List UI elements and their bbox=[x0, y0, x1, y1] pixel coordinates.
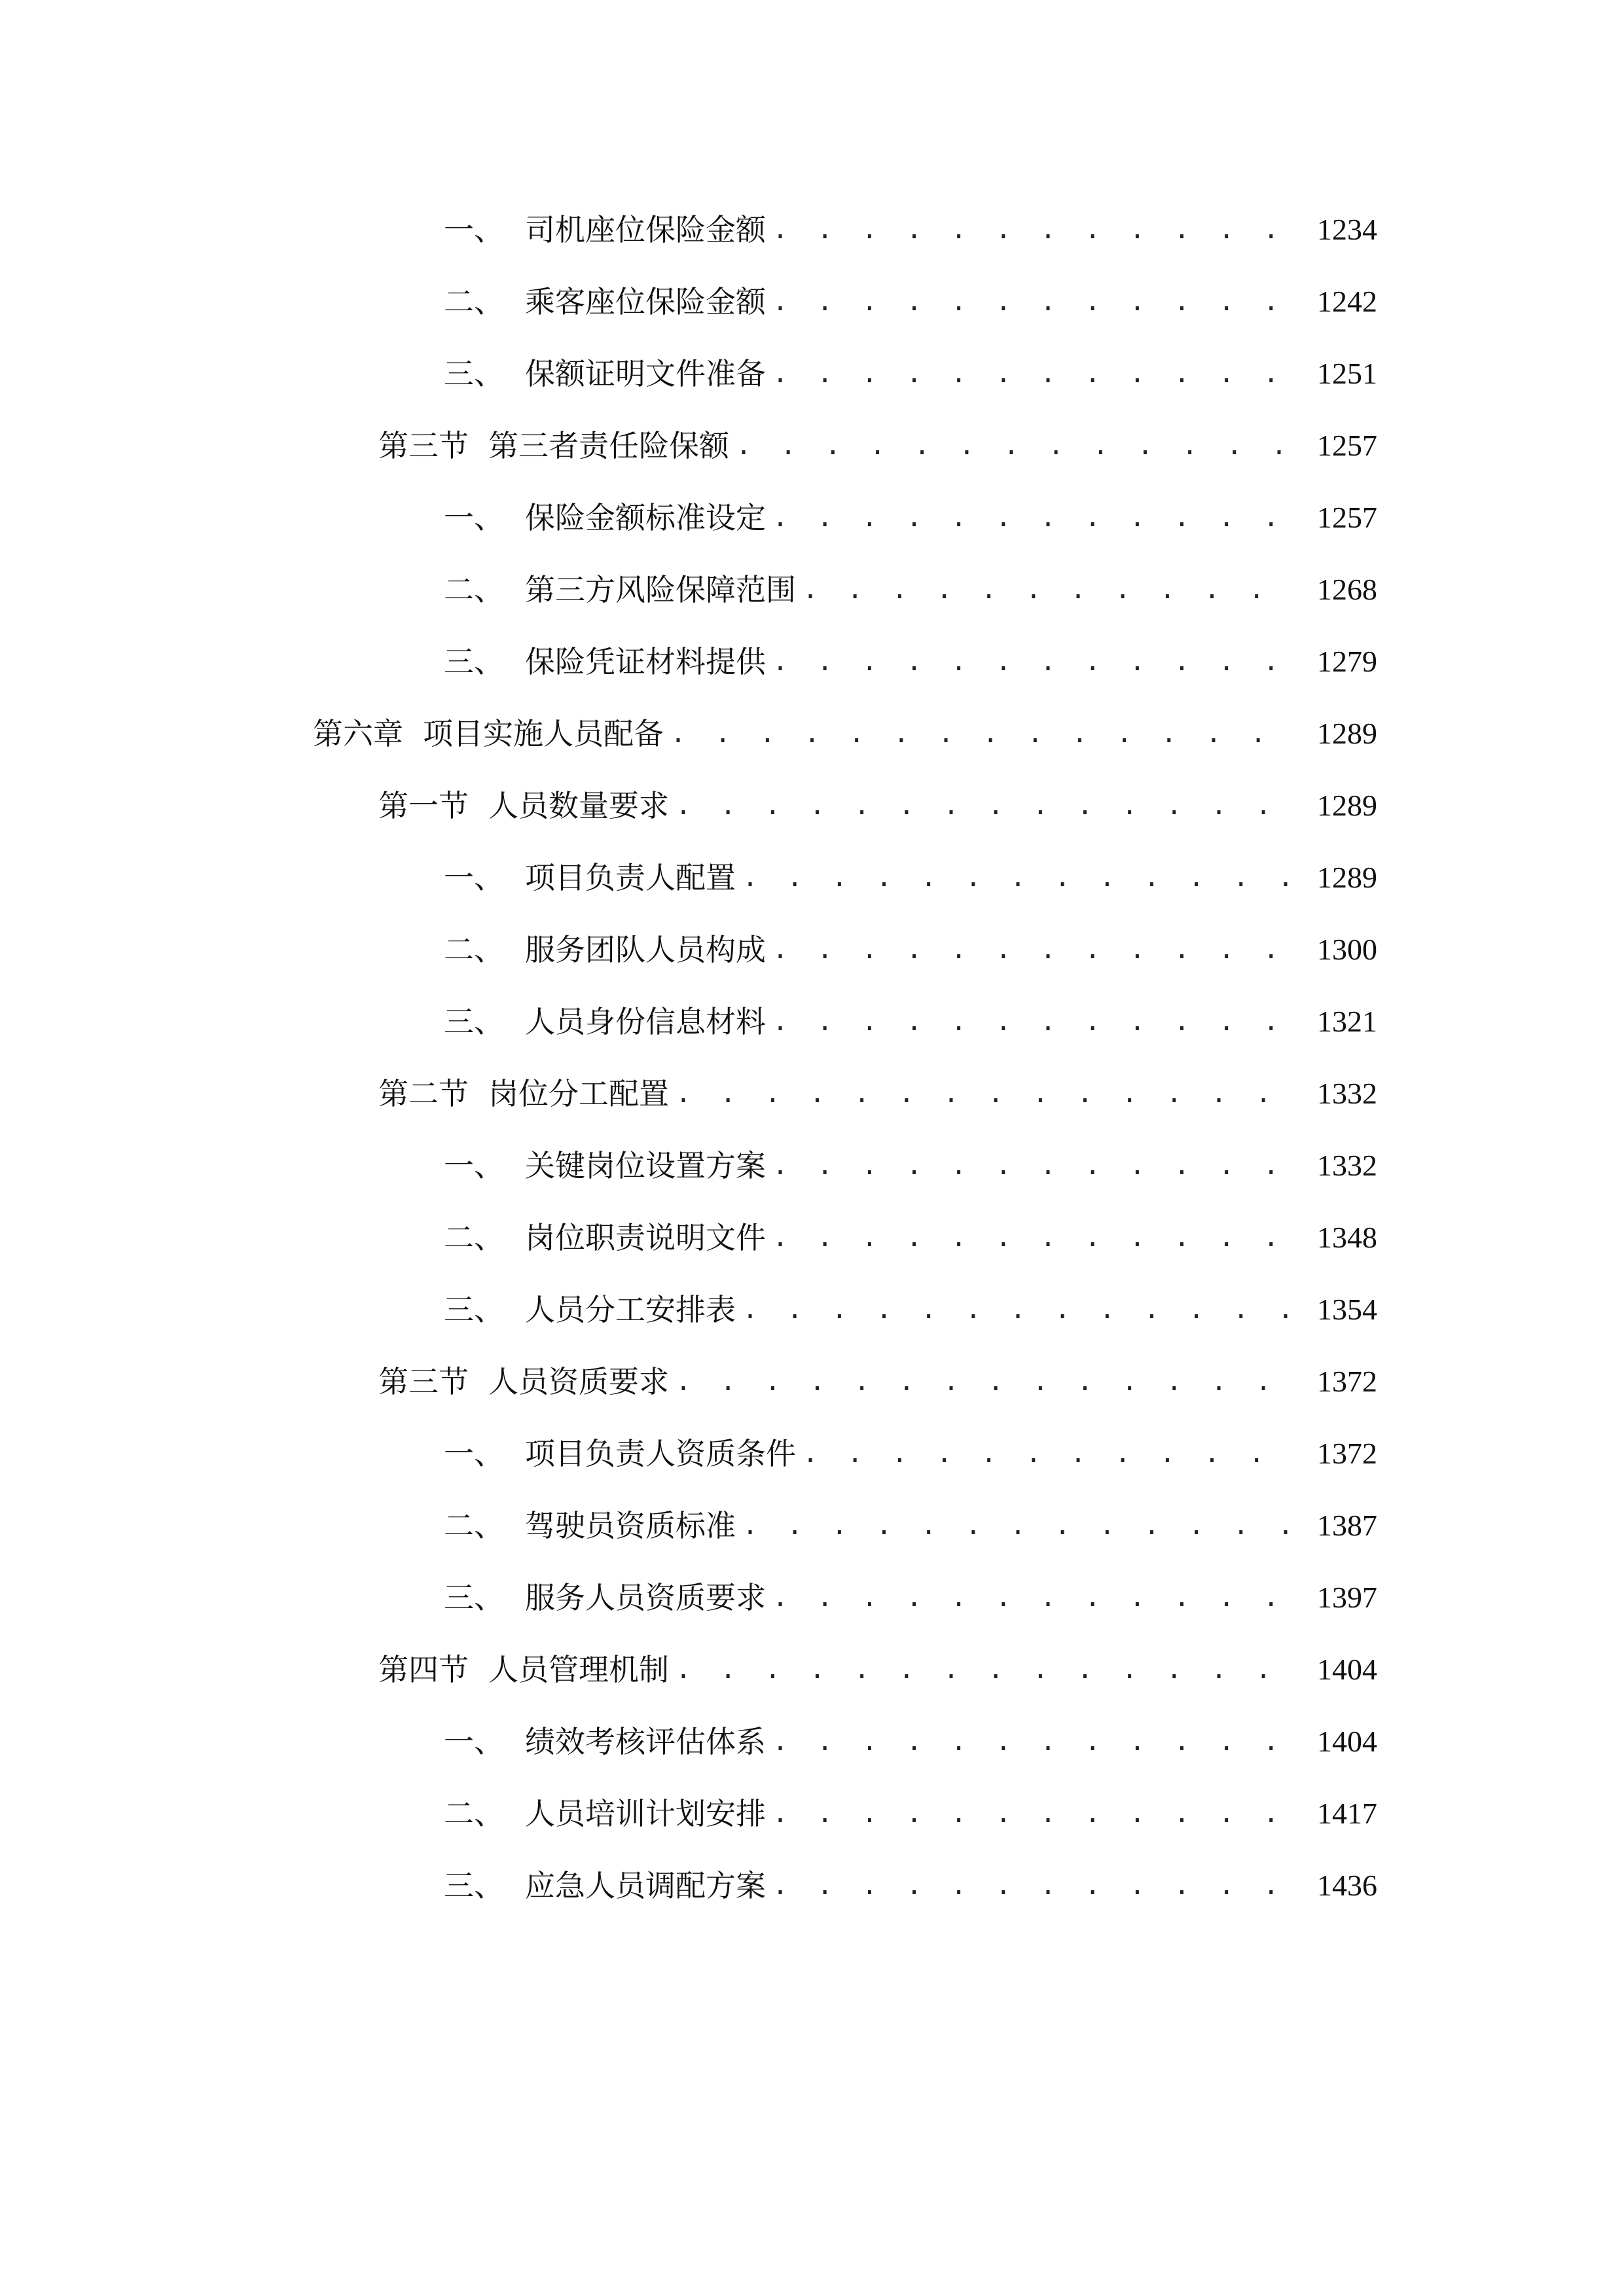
dot-leader bbox=[772, 937, 1295, 963]
toc-entry-item[interactable] bbox=[0, 1274, 1624, 1346]
toc-entry-page: 1436 bbox=[1317, 1869, 1377, 1902]
toc-entry-number: 三、 bbox=[444, 356, 504, 391]
dot-leader bbox=[676, 1657, 1295, 1683]
dot-leader bbox=[670, 721, 1295, 747]
toc-entry-item[interactable] bbox=[0, 914, 1624, 986]
dot-leader bbox=[772, 361, 1295, 387]
toc-entry-page: 1289 bbox=[1317, 861, 1377, 894]
toc-entry-title: 人员培训计划安排 bbox=[525, 1796, 766, 1831]
table-of-contents bbox=[0, 194, 1624, 1922]
toc-entry-chapter[interactable] bbox=[0, 698, 1624, 770]
toc-entry-title: 保额证明文件准备 bbox=[525, 356, 766, 391]
toc-entry-title: 应急人员调配方案 bbox=[525, 1868, 766, 1903]
toc-entry-number: 三、 bbox=[444, 1004, 504, 1039]
toc-entry-number: 二、 bbox=[444, 572, 504, 607]
toc-entry-page: 1321 bbox=[1317, 1005, 1377, 1038]
toc-entry-item[interactable] bbox=[0, 986, 1624, 1058]
dot-leader bbox=[803, 577, 1295, 603]
toc-entry-section[interactable] bbox=[0, 1346, 1624, 1418]
toc-entry-title: 项目实施人员配备 bbox=[423, 716, 664, 751]
toc-entry-title: 服务人员资质要求 bbox=[525, 1580, 766, 1615]
toc-entry-item[interactable] bbox=[0, 842, 1624, 914]
toc-entry-item[interactable] bbox=[0, 266, 1624, 338]
toc-entry-title: 乘客座位保险金额 bbox=[525, 284, 766, 319]
toc-entry-title: 第三者责任险保额 bbox=[488, 428, 729, 463]
toc-entry-title: 岗位职责说明文件 bbox=[525, 1220, 766, 1255]
toc-entry-title: 人员身份信息材料 bbox=[525, 1004, 766, 1039]
dot-leader bbox=[772, 1153, 1295, 1179]
toc-entry-page: 1242 bbox=[1317, 285, 1377, 318]
toc-entry-item[interactable] bbox=[0, 1778, 1624, 1850]
toc-entry-item[interactable] bbox=[0, 1490, 1624, 1562]
toc-entry-section[interactable] bbox=[0, 410, 1624, 482]
dot-leader bbox=[772, 505, 1295, 531]
toc-entry-item[interactable] bbox=[0, 626, 1624, 698]
toc-entry-title: 人员资质要求 bbox=[488, 1364, 669, 1399]
dot-leader bbox=[772, 1009, 1295, 1035]
toc-entry-item[interactable] bbox=[0, 338, 1624, 410]
toc-entry-item[interactable] bbox=[0, 554, 1624, 626]
toc-entry-number: 三、 bbox=[444, 644, 504, 679]
toc-entry-item[interactable] bbox=[0, 1130, 1624, 1202]
dot-leader bbox=[772, 1801, 1295, 1827]
toc-entry-page: 1332 bbox=[1317, 1077, 1377, 1110]
toc-entry-page: 1257 bbox=[1317, 429, 1377, 462]
dot-leader bbox=[772, 217, 1295, 243]
toc-entry-item[interactable] bbox=[0, 482, 1624, 554]
toc-entry-number: 三、 bbox=[444, 1580, 504, 1615]
dot-leader bbox=[772, 1729, 1295, 1755]
dot-leader bbox=[803, 1441, 1295, 1467]
toc-entry-title: 人员分工安排表 bbox=[525, 1292, 736, 1327]
toc-entry-page: 1348 bbox=[1317, 1221, 1377, 1254]
toc-entry-page: 1372 bbox=[1317, 1437, 1377, 1470]
toc-entry-number: 第三节 bbox=[378, 428, 469, 463]
toc-entry-page: 1404 bbox=[1317, 1725, 1377, 1758]
dot-leader bbox=[772, 289, 1295, 315]
toc-entry-title: 绩效考核评估体系 bbox=[525, 1724, 766, 1759]
dot-leader bbox=[742, 1297, 1295, 1323]
toc-entry-title: 项目负责人配置 bbox=[525, 860, 736, 895]
toc-entry-number: 一、 bbox=[444, 1724, 504, 1759]
toc-entry-page: 1251 bbox=[1317, 357, 1377, 390]
toc-entry-title: 第三方风险保障范围 bbox=[525, 572, 796, 607]
toc-entry-number: 一、 bbox=[444, 1436, 504, 1471]
toc-entry-page: 1404 bbox=[1317, 1653, 1377, 1686]
toc-entry-number: 二、 bbox=[444, 284, 504, 319]
dot-leader bbox=[676, 1081, 1295, 1107]
toc-entry-page: 1354 bbox=[1317, 1293, 1377, 1326]
toc-entry-page: 1268 bbox=[1317, 573, 1377, 606]
toc-entry-section[interactable] bbox=[0, 770, 1624, 842]
toc-entry-section[interactable] bbox=[0, 1634, 1624, 1706]
toc-entry-page: 1387 bbox=[1317, 1509, 1377, 1542]
toc-entry-number: 二、 bbox=[444, 1796, 504, 1831]
toc-entry-title: 保险金额标准设定 bbox=[525, 500, 766, 535]
toc-entry-page: 1332 bbox=[1317, 1149, 1377, 1182]
dot-leader bbox=[772, 1585, 1295, 1611]
toc-entry-title: 人员数量要求 bbox=[488, 788, 669, 823]
toc-entry-page: 1397 bbox=[1317, 1581, 1377, 1614]
dot-leader bbox=[772, 649, 1295, 675]
toc-entry-number: 一、 bbox=[444, 212, 504, 247]
toc-entry-number: 第一节 bbox=[378, 788, 469, 823]
toc-entry-item[interactable] bbox=[0, 194, 1624, 266]
toc-entry-number: 第六章 bbox=[313, 716, 403, 751]
toc-entry-page: 1289 bbox=[1317, 789, 1377, 822]
dot-leader bbox=[772, 1873, 1295, 1899]
dot-leader bbox=[676, 793, 1295, 819]
toc-entry-number: 二、 bbox=[444, 1220, 504, 1255]
toc-entry-number: 第二节 bbox=[378, 1076, 469, 1111]
toc-entry-item[interactable] bbox=[0, 1202, 1624, 1274]
toc-entry-number: 一、 bbox=[444, 1148, 504, 1183]
toc-entry-item[interactable] bbox=[0, 1706, 1624, 1778]
toc-entry-number: 三、 bbox=[444, 1292, 504, 1327]
toc-entry-number: 一、 bbox=[444, 500, 504, 535]
toc-entry-item[interactable] bbox=[0, 1418, 1624, 1490]
toc-entry-number: 三、 bbox=[444, 1868, 504, 1903]
toc-entry-title: 服务团队人员构成 bbox=[525, 932, 766, 967]
toc-entry-title: 人员管理机制 bbox=[488, 1652, 669, 1687]
toc-entry-page: 1257 bbox=[1317, 501, 1377, 534]
toc-entry-item[interactable] bbox=[0, 1850, 1624, 1922]
toc-entry-page: 1279 bbox=[1317, 645, 1377, 678]
toc-entry-page: 1234 bbox=[1317, 213, 1377, 246]
toc-entry-title: 驾驶员资质标准 bbox=[525, 1508, 736, 1543]
toc-entry-page: 1289 bbox=[1317, 717, 1377, 750]
toc-entry-number: 第四节 bbox=[378, 1652, 469, 1687]
dot-leader bbox=[676, 1369, 1295, 1395]
dot-leader bbox=[742, 1513, 1295, 1539]
toc-entry-number: 第三节 bbox=[378, 1364, 469, 1399]
toc-entry-title: 保险凭证材料提供 bbox=[525, 644, 766, 679]
dot-leader bbox=[742, 865, 1295, 891]
toc-entry-title: 项目负责人资质条件 bbox=[525, 1436, 796, 1471]
toc-entry-title: 岗位分工配置 bbox=[488, 1076, 669, 1111]
toc-entry-title: 司机座位保险金额 bbox=[525, 212, 766, 247]
toc-entry-page: 1372 bbox=[1317, 1365, 1377, 1398]
dot-leader bbox=[772, 1225, 1295, 1251]
dot-leader bbox=[736, 433, 1295, 459]
toc-entry-page: 1300 bbox=[1317, 933, 1377, 966]
toc-entry-number: 二、 bbox=[444, 932, 504, 967]
toc-entry-number: 二、 bbox=[444, 1508, 504, 1543]
toc-entry-item[interactable] bbox=[0, 1562, 1624, 1634]
toc-entry-number: 一、 bbox=[444, 860, 504, 895]
toc-entry-section[interactable] bbox=[0, 1058, 1624, 1130]
toc-entry-title: 关键岗位设置方案 bbox=[525, 1148, 766, 1183]
toc-entry-page: 1417 bbox=[1317, 1797, 1377, 1830]
